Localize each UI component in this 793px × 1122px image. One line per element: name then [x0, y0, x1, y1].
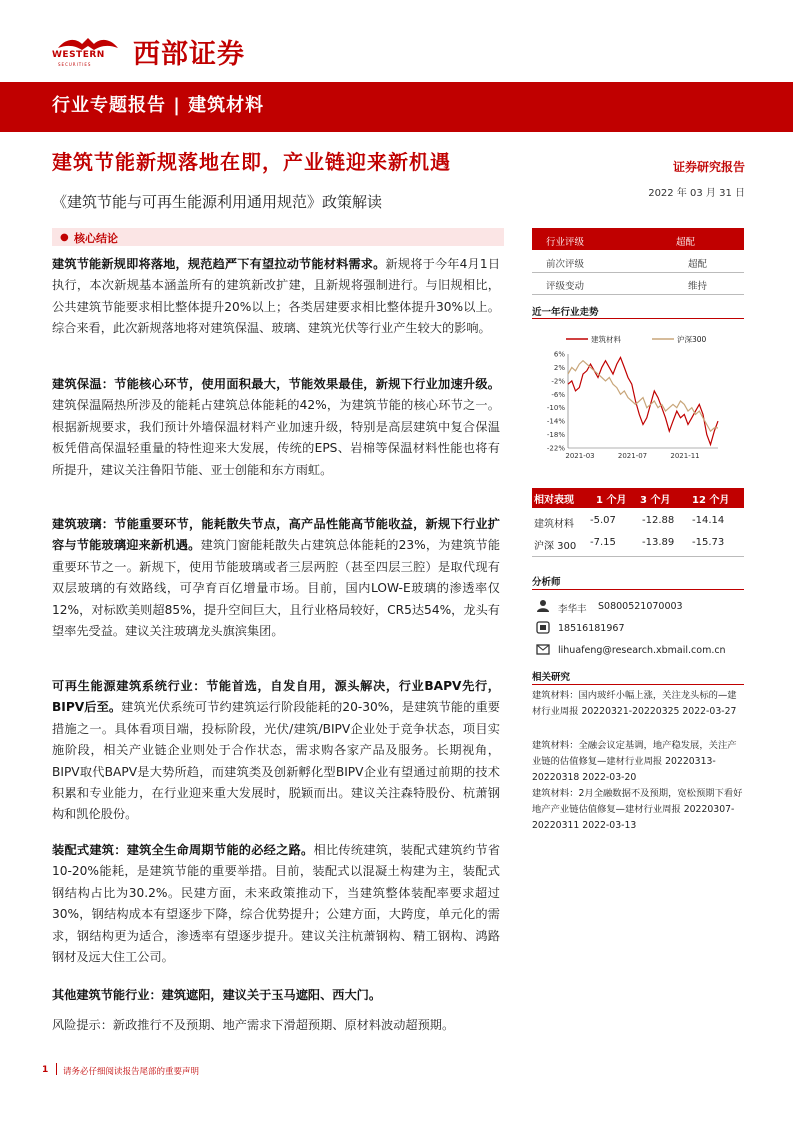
- perf-row-1m: -7.15: [590, 537, 616, 548]
- paragraph-lead: 可再生能源建筑系统行业：节能首选，自发自用，源头解决，行业BAPV先行，BIPV后至。: [52, 679, 500, 715]
- divider: [532, 272, 744, 273]
- rating-change-value: 维持: [688, 281, 708, 292]
- analyst-title: 分析师: [532, 577, 561, 588]
- perf-header-12m: 12 个月: [692, 495, 730, 506]
- phone-icon: [536, 621, 550, 634]
- risk-warning: 风险提示：新政推行不及预期、地产需求下滑超预期、原材料波动超预期。: [52, 1018, 455, 1032]
- report-date: 2022 年 03 月 31 日: [648, 188, 745, 199]
- analyst-name: 李华丰: [558, 604, 587, 615]
- paragraph-lead: 建筑保温：节能核心环节，使用面积最大，节能效果最佳，新规下行业加速升级。: [52, 377, 500, 391]
- rating-label: 行业评级: [546, 237, 585, 248]
- x-tick-label: 2021-11: [670, 452, 700, 460]
- paragraph-overview: [52, 254, 500, 340]
- rating-change-label: 评级变动: [546, 281, 585, 292]
- paragraph-other: [52, 985, 500, 1006]
- related-item[interactable]: 建筑材料：国内玻纤小幅上涨，关注龙头标的—建材行业周报 20220321-20220325 2022-03-27: [532, 690, 737, 717]
- page-number: 1: [42, 1065, 49, 1075]
- paragraph-body: 相比传统建筑，装配式建筑约节省10-20%能耗，是建筑节能的重要举措。目前，装配式以混凝土构建为主，装配式钢结构占比为30.2%。民建方面，未来政策推动下，当建筑整体装配率要求超过30%，钢结构成本有望逐步下降，综合优势提升；公建方面，大跨度，单元化的需求，钢结构更为适合，渗透率有望逐步提升。建议关注杭萧钢构、精工钢构、鸿路钢材及远大住工公司。: [52, 843, 501, 965]
- trend-title: 近一年行业走势: [532, 307, 599, 318]
- analyst-license: S0800521070003: [598, 601, 683, 612]
- prev-rating-label: 前次评级: [546, 259, 585, 270]
- page-subtitle: 《建筑节能与可再生能源利用通用规范》政策解读: [52, 193, 383, 211]
- divider: [532, 556, 744, 557]
- y-tick-label: -2%: [551, 377, 565, 386]
- analyst-phone: 18516181967: [558, 623, 625, 634]
- related-item[interactable]: 建筑材料：全融会议定基调，地产稳发展，关注产业链的估值修复—建材行业周报 20220313-20220318 2022-03-20: [532, 740, 737, 783]
- core-heading: 核心结论: [74, 232, 118, 245]
- related-item[interactable]: 建筑材料：2月全融数据不及预期，宽松预期下看好地产产业链估值修复—建材行业周报 20220307-20220311 2022-03-13: [532, 788, 743, 831]
- perf-row-name: 建筑材料: [534, 519, 574, 530]
- y-tick-label: 2%: [553, 363, 565, 372]
- divider: [532, 684, 744, 685]
- x-tick-label: 2021-03: [565, 452, 595, 460]
- y-tick-label: 6%: [553, 350, 565, 359]
- series-line: [568, 361, 718, 432]
- email-icon: [536, 643, 550, 656]
- legend-label: 建筑材料: [591, 335, 621, 344]
- footer-separator: [56, 1063, 57, 1075]
- legend-label: 沪深300: [677, 335, 707, 344]
- y-tick-label: -18%: [546, 431, 565, 440]
- page-title: 建筑节能新规落地在即，产业链迎来新机遇: [52, 150, 451, 174]
- perf-row-name: 沪深 300: [534, 541, 577, 552]
- prev-rating-value: 超配: [688, 259, 708, 270]
- paragraph-body: 建筑光伏系统可节约建筑运行阶段能耗的20-30%，是建筑节能的重要措施之一。具体看项目端，投标阶段，光伏/建筑/BIPV企业处于竞争状态，项目实施阶段，相关产业链企业则处于合作状态，需求购各家产品及服务。长期视角，BIPV取代BAPV是大势所趋，而建筑类及创新孵化型BIPV企业有望通过前期的技术积累和专业能力，在行业迎来重大发展时，脱颖而出。建议关注森特股份、杭萧钢构和凯伦股份。: [52, 700, 500, 822]
- perf-row-3m: -12.88: [642, 515, 675, 526]
- footer-disclaimer: 请务必仔细阅读报告尾部的重要声明: [63, 1067, 200, 1077]
- y-tick-label: -6%: [551, 390, 565, 399]
- paragraph-lead: 建筑节能新规即将落地，规范趋严下有望拉动节能材料需求。: [52, 257, 386, 271]
- logo-chinese: 西部证券: [133, 39, 245, 70]
- related-title: 相关研究: [532, 672, 571, 683]
- logo-english: WESTERN: [52, 50, 105, 60]
- paragraph-insulation: [52, 374, 500, 481]
- divider: [532, 294, 744, 295]
- bullet-icon: ●: [60, 232, 69, 243]
- perf-header-name: 相对表现: [534, 495, 574, 506]
- report-label: 证券研究报告: [672, 160, 745, 174]
- paragraph-renewable: [52, 676, 500, 826]
- y-tick-label: -22%: [546, 444, 565, 453]
- perf-row-3m: -13.89: [642, 537, 675, 548]
- perf-header-1m: 1 个月: [596, 495, 627, 506]
- perf-row-12m: -14.14: [692, 515, 725, 526]
- paragraph-glass: [52, 514, 500, 642]
- y-tick-label: -10%: [546, 404, 565, 413]
- core-heading-bar: [52, 228, 504, 246]
- divider: [532, 318, 744, 319]
- paragraph-prefab: [52, 840, 500, 968]
- paragraph-lead: 装配式建筑：建筑全生命周期节能的必经之路。: [52, 843, 314, 857]
- perf-row-12m: -15.73: [692, 537, 725, 548]
- person-icon: [536, 599, 550, 612]
- perf-header-3m: 3 个月: [640, 495, 671, 506]
- paragraph-lead: 建筑玻璃：节能重要环节，能耗散失节点，高产品性能高节能收益，新规下行业扩容与节能玻璃迎来新机遇。: [52, 517, 500, 553]
- paragraph-body: 新规将于今年4月1日执行，本次新规基本涵盖所有的建筑新改扩建，且新规将强制进行。与旧规相比，公共建筑节能要求相比整体提升20%以上；各类居建要求相比整体提升30%以上。综合来看，此次新规落地将对建筑保温、玻璃、建筑光伏等行业产生较大的影响。: [52, 257, 501, 336]
- paragraph-body: 建筑门窗能耗散失占建筑总体能耗的23%，为建筑节能重要环节之一。新规下，使用节能玻璃或者三层两腔（甚至四层三腔）是取代现有双层玻璃的有效路线，可孕育百亿增量市场。目前，国内LOW-E玻璃的渗透率仅12%，对标欧美则超85%，提升空间巨大，且行业格局较好，CR5达54%，龙头有望率先受益。建议关注玻璃龙头旗滨集团。: [52, 538, 501, 639]
- trend-chart: [532, 322, 744, 462]
- x-tick-label: 2021-07: [617, 452, 648, 460]
- paragraph-lead: 其他建筑节能行业：建筑遮阳，建议关于玉马遮阳、西大门。: [52, 988, 382, 1002]
- paragraph-body: 建筑保温隔热所涉及的能耗占建筑总体能耗的42%，为建筑节能的核心环节之一。根据新规要求，我们预计外墙保温材料产业加速升级，特别是高层建筑中复合保温板凭借高保温轻重量的特性迎来大发展，传统的EPS、岩棉等保温材料性能也将有所提升，建议关注鲁阳节能、亚士创能和东方雨虹。: [52, 398, 500, 477]
- perf-row-1m: -5.07: [590, 515, 616, 526]
- y-tick-label: -14%: [546, 417, 565, 426]
- rating-value: 超配: [676, 237, 696, 248]
- series-line: [568, 357, 718, 444]
- report-type: 行业专题报告 | 建筑材料: [52, 95, 265, 116]
- analyst-email[interactable]: lihuafeng@research.xbmail.com.cn: [558, 645, 726, 656]
- divider: [532, 589, 744, 590]
- logo-english-sub: SECURITIES: [58, 62, 92, 67]
